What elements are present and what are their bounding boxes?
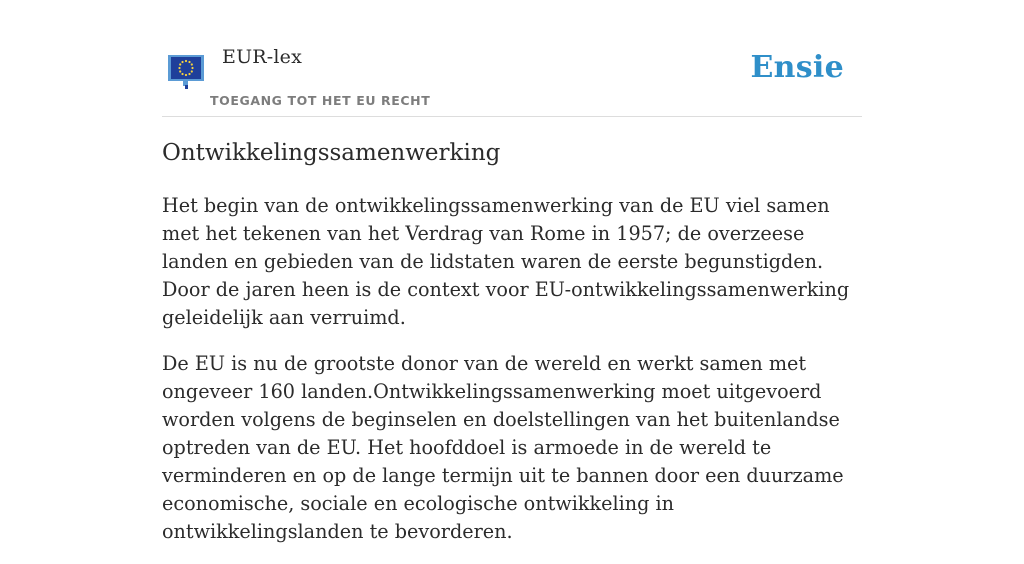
source-name: EUR-lex [222, 46, 303, 68]
paragraph: Het begin van de ontwikkelingssamenwerking van de EU viel samen met het tekenen van het Verdrag van Rome in 1957; de overzeese landen en gebieden van de lidstaten waren de eerste begunstigden. Door de jaren heen is de context voor EU-ontwikkelingssamenwerking geleidelijk aan verruimd. [162, 194, 850, 329]
page-header [162, 36, 862, 117]
eu-flag-icon [168, 55, 204, 89]
paragraph: De EU is nu de grootste donor van de wereld en werkt samen met ongeveer 160 landen.Ontwikkelingssamenwerking moet uitgevoerd worden volgens de beginselen en doelstellingen van het buitenlandse optreden van de EU. Het hoofddoel is armoede in de wereld te verminderen en op de lange termijn uit te bannen door een duurzame economische, sociale en ecologische ontwikkeling in ontwikkelingslanden te bevorderen. [162, 352, 844, 543]
brand-logo[interactable]: Ensie [750, 50, 844, 85]
page-title: Ontwikkelingssamenwerking [162, 140, 501, 166]
source-tagline: TOEGANG TOT HET EU RECHT [210, 93, 431, 108]
article-body [162, 192, 867, 564]
